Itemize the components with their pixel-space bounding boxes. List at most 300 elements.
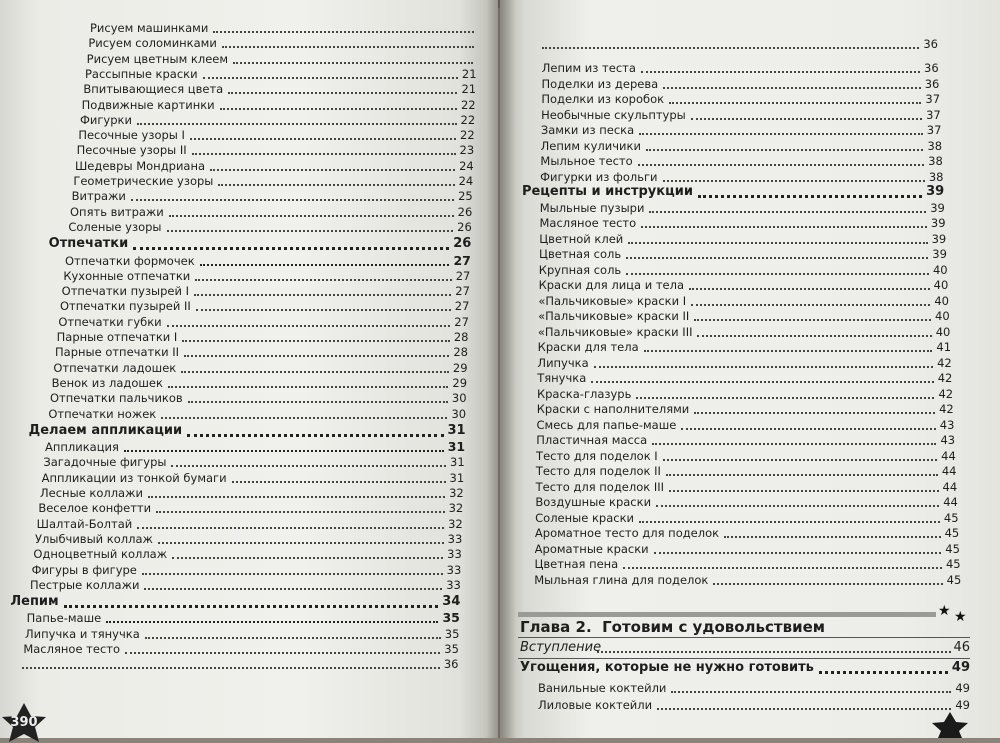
entry-title: Краска-глазурь bbox=[536, 386, 632, 401]
entry-page-number: 27 bbox=[455, 268, 471, 283]
toc-entry bbox=[539, 277, 949, 293]
toc-entry bbox=[542, 76, 940, 92]
toc-entry bbox=[88, 35, 477, 51]
dot-leader bbox=[203, 77, 458, 79]
entry-page-number: 42 bbox=[939, 402, 954, 416]
entry-title: Необычные скульптуры bbox=[541, 107, 686, 122]
dot-leader bbox=[168, 386, 448, 388]
toc-entry bbox=[57, 329, 469, 345]
dot-leader bbox=[694, 319, 931, 321]
entry-title: Отпечатки формочек bbox=[65, 253, 195, 268]
entry-page-number: 40 bbox=[935, 324, 951, 339]
dot-leader bbox=[638, 164, 925, 166]
entry-title: Краски с наполнителями bbox=[536, 402, 690, 416]
entry-page-number: 23 bbox=[459, 143, 475, 158]
dot-leader bbox=[663, 180, 925, 182]
entry-page-number: 27 bbox=[454, 314, 469, 329]
toc-entry bbox=[538, 308, 950, 324]
dot-leader bbox=[169, 215, 454, 217]
dot-leader bbox=[167, 325, 451, 327]
dot-leader bbox=[182, 340, 449, 342]
entry-page-number: 49 bbox=[955, 698, 970, 712]
toc-entry bbox=[40, 485, 464, 501]
toc-entry bbox=[539, 246, 947, 262]
toc-entry bbox=[35, 531, 462, 547]
entry-title: Парные отпечатки I bbox=[56, 330, 178, 344]
toc-entry bbox=[537, 355, 951, 371]
entry-page-number: 35 bbox=[444, 626, 460, 641]
dot-leader bbox=[222, 46, 474, 48]
toc-entry bbox=[72, 188, 473, 204]
chapter-label: Глава 2. bbox=[520, 618, 592, 636]
entry-page-number: 40 bbox=[933, 278, 949, 292]
entry-title: Рисуем соломинками bbox=[88, 36, 217, 51]
toc-entry bbox=[90, 20, 478, 36]
entry-title: Подвижные картинки bbox=[81, 97, 215, 112]
entry-title: Масляное тесто bbox=[23, 642, 121, 656]
dot-leader bbox=[124, 450, 444, 452]
toc-entry bbox=[38, 500, 463, 516]
toc-entry bbox=[540, 153, 942, 169]
entry-page-number: 26 bbox=[457, 204, 473, 219]
dot-leader bbox=[232, 481, 446, 483]
entry-title: Фигурки bbox=[80, 112, 132, 127]
toc-entry bbox=[541, 122, 942, 138]
entry-page-number: 38 bbox=[928, 169, 944, 184]
toc-entry bbox=[80, 112, 475, 128]
left-page bbox=[0, 0, 498, 738]
entry-page-number: 22 bbox=[460, 128, 475, 143]
dot-leader bbox=[591, 381, 933, 383]
toc-entry bbox=[537, 370, 952, 386]
entry-title: Воздушные краски bbox=[535, 495, 652, 509]
entry-page-number: 33 bbox=[446, 562, 462, 577]
entry-title: Поделки из дерева bbox=[541, 76, 659, 91]
entry-page-number: 29 bbox=[452, 360, 468, 375]
dot-leader bbox=[671, 691, 951, 693]
section-heading-row bbox=[520, 660, 970, 676]
toc-entry bbox=[536, 479, 958, 495]
entry-page-number: 28 bbox=[453, 330, 469, 344]
toc-entry bbox=[87, 51, 477, 67]
dot-leader bbox=[669, 102, 921, 104]
entry-page-number: 39 bbox=[932, 247, 947, 261]
star-icon: ★ bbox=[954, 609, 967, 625]
chapter-divider bbox=[518, 637, 970, 638]
entry-title: Одноцветный коллаж bbox=[33, 547, 168, 562]
toc-entry bbox=[33, 546, 461, 562]
entry-title: Тянучка bbox=[537, 371, 587, 385]
toc-entry bbox=[78, 127, 474, 143]
entry-title: Вступление bbox=[520, 640, 602, 655]
dot-leader bbox=[145, 637, 441, 639]
dot-leader bbox=[681, 428, 935, 430]
dot-leader bbox=[184, 355, 449, 357]
entry-title: Мыльное тесто bbox=[540, 154, 633, 168]
dot-leader bbox=[724, 536, 941, 538]
entry-page-number: 31 bbox=[447, 439, 466, 455]
entry-page-number: 32 bbox=[449, 486, 464, 500]
entry-page-number: 36 bbox=[924, 76, 940, 91]
toc-entry bbox=[82, 97, 476, 113]
toc-entry bbox=[539, 215, 945, 231]
entry-page-number: 31 bbox=[449, 470, 465, 485]
toc-entry bbox=[538, 324, 950, 340]
dot-leader bbox=[639, 133, 923, 135]
toc-entry bbox=[536, 463, 957, 479]
entry-title: Цветная соль bbox=[539, 247, 622, 261]
entry-page-number: 33 bbox=[447, 547, 462, 562]
dot-leader bbox=[142, 573, 443, 575]
dot-leader bbox=[196, 309, 451, 311]
dot-leader bbox=[213, 31, 474, 33]
entry-page-number: 39 bbox=[931, 231, 947, 246]
entry-page-number: 40 bbox=[932, 262, 948, 277]
dot-leader bbox=[691, 304, 930, 306]
entry-title: Масляное тесто bbox=[539, 216, 637, 230]
toc-entry bbox=[43, 454, 464, 470]
dot-leader bbox=[171, 465, 446, 467]
entry-page-number: 38 bbox=[928, 154, 943, 168]
entry-title: Тесто для поделок II bbox=[535, 464, 661, 478]
entry-title: Соленые узоры bbox=[68, 219, 162, 234]
entry-title: Парные отпечатки II bbox=[55, 345, 180, 360]
toc-entry bbox=[65, 253, 471, 269]
dot-leader bbox=[656, 505, 939, 507]
section-title: Лепим bbox=[10, 594, 59, 610]
entry-page-number: 22 bbox=[460, 97, 476, 112]
dot-leader bbox=[172, 557, 443, 559]
page-number-badge bbox=[0, 703, 48, 738]
dot-leader bbox=[220, 108, 457, 110]
dot-leader bbox=[137, 123, 457, 125]
dot-leader bbox=[64, 605, 439, 608]
dot-leader bbox=[594, 366, 933, 368]
dot-leader bbox=[228, 92, 457, 94]
toc-entry bbox=[536, 432, 955, 448]
toc-entry bbox=[538, 339, 951, 355]
entry-title: Отпечатки пальчиков bbox=[50, 391, 183, 406]
dot-leader bbox=[654, 552, 942, 554]
entry-page-number: 24 bbox=[458, 174, 474, 188]
toc-entry bbox=[77, 142, 475, 158]
entry-page-number: 27 bbox=[454, 299, 470, 314]
dot-leader bbox=[636, 397, 934, 399]
dot-leader bbox=[694, 412, 935, 414]
toc-entry bbox=[537, 386, 953, 402]
entry-title: Впитывающиеся цвета bbox=[83, 82, 224, 97]
book-gutter bbox=[486, 0, 516, 738]
entry-title: Папье-маше bbox=[26, 611, 102, 626]
entry-title: Лепим из теста bbox=[541, 61, 636, 75]
entry-title: Песочные узоры II bbox=[76, 143, 187, 158]
dot-leader bbox=[194, 294, 451, 296]
entry-page-number: 39 bbox=[930, 216, 946, 230]
entry-page-number: 27 bbox=[453, 252, 471, 268]
toc-entry bbox=[539, 262, 948, 278]
toc-entry bbox=[32, 562, 462, 578]
entry-page-number: 34 bbox=[442, 594, 461, 610]
toc-entry bbox=[68, 219, 471, 235]
entry-title: Ароматное тесто для поделок bbox=[534, 526, 720, 540]
dot-leader bbox=[697, 335, 931, 337]
entry-title: Тесто для поделок I bbox=[536, 448, 658, 463]
dot-leader bbox=[663, 459, 937, 461]
entry-title: Аппликации из тонкой бумаги bbox=[41, 470, 227, 485]
toc-entry bbox=[541, 107, 941, 123]
entry-title: Липучка bbox=[537, 355, 589, 370]
dot-leader bbox=[623, 567, 942, 569]
dot-leader bbox=[597, 651, 952, 653]
dot-leader bbox=[628, 242, 927, 244]
entry-page-number: 24 bbox=[459, 158, 474, 173]
dot-leader bbox=[689, 288, 930, 290]
dot-leader bbox=[542, 47, 919, 49]
entry-page-number: 46 bbox=[953, 640, 970, 655]
toc-entry bbox=[538, 293, 949, 309]
entry-page-number: 49 bbox=[951, 660, 970, 675]
toc-entry bbox=[55, 344, 468, 360]
toc-entry bbox=[60, 298, 469, 314]
entry-page-number: 21 bbox=[461, 82, 477, 97]
entry-page-number: 36 bbox=[924, 61, 939, 75]
entry-title: Опять витражи bbox=[70, 204, 164, 219]
chapter-bar bbox=[518, 612, 936, 617]
entry-title: Лиловые коктейли bbox=[538, 698, 653, 712]
entry-title: Рисуем цветным клеем bbox=[86, 51, 229, 66]
dot-leader bbox=[691, 118, 922, 120]
entry-page-number: 44 bbox=[941, 448, 956, 463]
dot-leader bbox=[137, 527, 444, 529]
toc-entry bbox=[50, 390, 467, 406]
entry-page-number: 45 bbox=[946, 572, 962, 587]
toc-entry bbox=[70, 204, 472, 220]
dot-leader bbox=[22, 667, 440, 669]
toc-entry bbox=[42, 470, 465, 486]
toc-entry bbox=[535, 541, 960, 557]
entry-page-number: 32 bbox=[448, 501, 464, 516]
dot-leader bbox=[131, 199, 454, 201]
entry-title: Венок из ладошек bbox=[51, 375, 163, 390]
dot-leader bbox=[167, 230, 454, 232]
dot-leader bbox=[161, 417, 447, 419]
toc-entry bbox=[58, 314, 469, 330]
dot-leader bbox=[190, 138, 456, 140]
dot-leader bbox=[200, 264, 450, 266]
entry-page-number: 45 bbox=[944, 526, 960, 540]
entry-title: Загадочные фигуры bbox=[43, 455, 167, 470]
toc-entry bbox=[23, 641, 459, 657]
entry-title: Смесь для папье-маше bbox=[536, 417, 677, 432]
toc-entry bbox=[542, 60, 939, 76]
entry-page-number: 33 bbox=[446, 577, 461, 592]
entry-title: Отпечатки пузырей I bbox=[61, 284, 190, 299]
dot-leader bbox=[626, 257, 928, 259]
right-page bbox=[500, 0, 1000, 738]
entry-title: «Пальчиковые» краски II bbox=[538, 309, 690, 323]
toc-entry bbox=[537, 417, 955, 433]
entry-title: Пестрые коллажи bbox=[30, 577, 140, 592]
toc-entry bbox=[535, 525, 959, 541]
toc-entry bbox=[22, 656, 459, 672]
dot-leader bbox=[666, 474, 938, 476]
entry-title: Кухонные отпечатки bbox=[63, 268, 191, 283]
toc-entry bbox=[85, 66, 477, 82]
entry-title: Тесто для поделок III bbox=[535, 479, 665, 494]
entry-page-number: 40 bbox=[935, 309, 950, 323]
dot-leader bbox=[106, 621, 438, 623]
section-title: Угощения, которые не нужно готовить bbox=[520, 660, 814, 675]
dot-leader bbox=[195, 279, 451, 281]
toc-entry bbox=[75, 158, 474, 174]
entry-page-number: 43 bbox=[940, 433, 956, 447]
toc-entry bbox=[540, 200, 945, 216]
entry-page-number: 45 bbox=[945, 541, 960, 556]
entry-title: Шедевры Мондриана bbox=[75, 158, 206, 173]
entry-title: Отпечатки пузырей II bbox=[60, 299, 191, 314]
toc-entry bbox=[536, 448, 956, 464]
entry-title: Рассыпные краски bbox=[85, 66, 198, 81]
toc-entry bbox=[538, 697, 970, 713]
toc-entry bbox=[538, 680, 970, 696]
section-title: Рецепты и инструкции bbox=[521, 184, 693, 199]
entry-page-number: 25 bbox=[458, 189, 473, 204]
entry-page-number: 42 bbox=[937, 355, 952, 370]
entry-title: Крупная соль bbox=[538, 262, 622, 277]
dot-leader bbox=[144, 588, 442, 590]
entry-page-number: 38 bbox=[927, 138, 943, 153]
entry-page-number: 32 bbox=[448, 516, 463, 531]
entry-page-number: 36 bbox=[443, 657, 459, 672]
toc-entry bbox=[37, 516, 463, 532]
entry-title: Отпечатки ладошек bbox=[53, 360, 177, 375]
entry-title: Лепим куличики bbox=[540, 138, 641, 153]
toc-entry bbox=[48, 406, 466, 422]
entry-title: Цветной клей bbox=[539, 231, 624, 246]
section-heading-row bbox=[522, 184, 944, 200]
entry-title: Отпечатки губки bbox=[58, 314, 162, 329]
entry-title: Аппликация bbox=[45, 440, 119, 455]
toc-entry bbox=[62, 283, 470, 299]
toc-entry bbox=[540, 169, 943, 185]
toc-entry bbox=[534, 556, 960, 572]
dot-leader bbox=[188, 401, 448, 403]
dot-leader bbox=[652, 443, 936, 445]
entry-page-number: 36 bbox=[923, 37, 938, 51]
entry-page-number: 42 bbox=[937, 371, 953, 385]
toc-entry bbox=[30, 577, 461, 593]
entry-title: Фигуры в фигуре bbox=[31, 562, 137, 577]
dot-leader bbox=[626, 273, 929, 275]
toc-entry bbox=[541, 138, 942, 154]
toc-entry bbox=[542, 36, 938, 52]
entry-page-number: 26 bbox=[457, 219, 472, 234]
toc-entry bbox=[53, 360, 467, 376]
entry-page-number: 22 bbox=[460, 112, 476, 127]
entry-page-number: 35 bbox=[442, 610, 460, 626]
toc-entry bbox=[63, 268, 470, 284]
entry-page-number: 43 bbox=[939, 417, 955, 432]
entry-title: Краски для тела bbox=[537, 340, 639, 354]
dot-leader bbox=[210, 169, 455, 171]
dot-leader bbox=[649, 211, 926, 213]
dot-leader bbox=[669, 490, 939, 492]
dot-leader bbox=[646, 149, 924, 151]
entry-title: Замки из песка bbox=[540, 123, 635, 137]
dot-leader bbox=[181, 371, 449, 373]
entry-title: Мыльные пузыри bbox=[539, 200, 645, 215]
dot-leader bbox=[156, 511, 444, 513]
entry-title: Шалтай-Болтай bbox=[36, 516, 133, 531]
toc-entry bbox=[539, 231, 946, 247]
entry-page-number: 39 bbox=[930, 200, 945, 215]
entry-page-number: 37 bbox=[926, 123, 942, 137]
entry-page-number: 45 bbox=[943, 510, 959, 525]
dot-leader bbox=[218, 184, 454, 186]
section-heading-row bbox=[49, 236, 472, 252]
toc-entry bbox=[534, 572, 961, 588]
entry-page-number: 44 bbox=[941, 464, 957, 478]
page-number: 390 bbox=[10, 715, 38, 730]
toc-entry bbox=[520, 640, 970, 656]
entry-page-number: 29 bbox=[452, 375, 468, 390]
section-heading-row bbox=[29, 423, 466, 439]
dot-leader bbox=[663, 87, 921, 89]
entry-page-number: 44 bbox=[942, 479, 958, 494]
entry-title: Рисуем машинками bbox=[90, 21, 209, 35]
entry-page-number: 35 bbox=[444, 642, 459, 656]
entry-title: Геометрические узоры bbox=[73, 174, 214, 188]
entry-page-number: 42 bbox=[938, 386, 954, 401]
entry-page-number: 40 bbox=[934, 293, 949, 308]
toc-entry bbox=[73, 173, 473, 189]
entry-title: Витражи bbox=[71, 189, 126, 204]
entry-title: Липучка и тянучка bbox=[25, 626, 140, 641]
entry-page-number: 39 bbox=[926, 184, 945, 199]
entry-page-number: 28 bbox=[453, 345, 468, 360]
entry-page-number: 37 bbox=[925, 92, 941, 106]
entry-page-number: 45 bbox=[945, 557, 961, 571]
dot-leader bbox=[133, 247, 449, 250]
dot-leader bbox=[641, 71, 920, 73]
entry-page-number: 30 bbox=[451, 391, 467, 406]
dot-leader bbox=[148, 496, 445, 498]
entry-page-number: 26 bbox=[453, 236, 472, 252]
entry-title: Краски для лица и тела bbox=[538, 278, 685, 292]
entry-title: Ароматные краски bbox=[534, 541, 649, 556]
entry-title: Улыбчивый коллаж bbox=[35, 531, 153, 546]
entry-page-number: 31 bbox=[447, 422, 466, 438]
dot-leader bbox=[125, 652, 440, 654]
entry-title: Пластичная масса bbox=[536, 433, 648, 447]
entry-title: Лесные коллажи bbox=[40, 486, 143, 500]
entry-title: «Пальчиковые» краски III bbox=[537, 324, 693, 339]
dot-leader bbox=[713, 583, 942, 585]
entry-title: Фигурки из фольги bbox=[540, 169, 658, 184]
dot-leader bbox=[233, 62, 473, 64]
chapter-title: Готовим с удовольствием bbox=[602, 618, 826, 636]
dot-leader bbox=[641, 226, 927, 228]
dot-leader bbox=[158, 542, 444, 544]
section-title: Отпечатки bbox=[48, 236, 129, 252]
entry-page-number: 49 bbox=[955, 681, 970, 695]
entry-title: Песочные узоры I bbox=[78, 128, 185, 143]
toc-entry bbox=[535, 494, 958, 510]
section-heading-row bbox=[10, 594, 460, 610]
entry-page-number: 41 bbox=[936, 340, 952, 354]
star-icon: ★ bbox=[938, 603, 951, 619]
toc-entry bbox=[537, 401, 954, 417]
